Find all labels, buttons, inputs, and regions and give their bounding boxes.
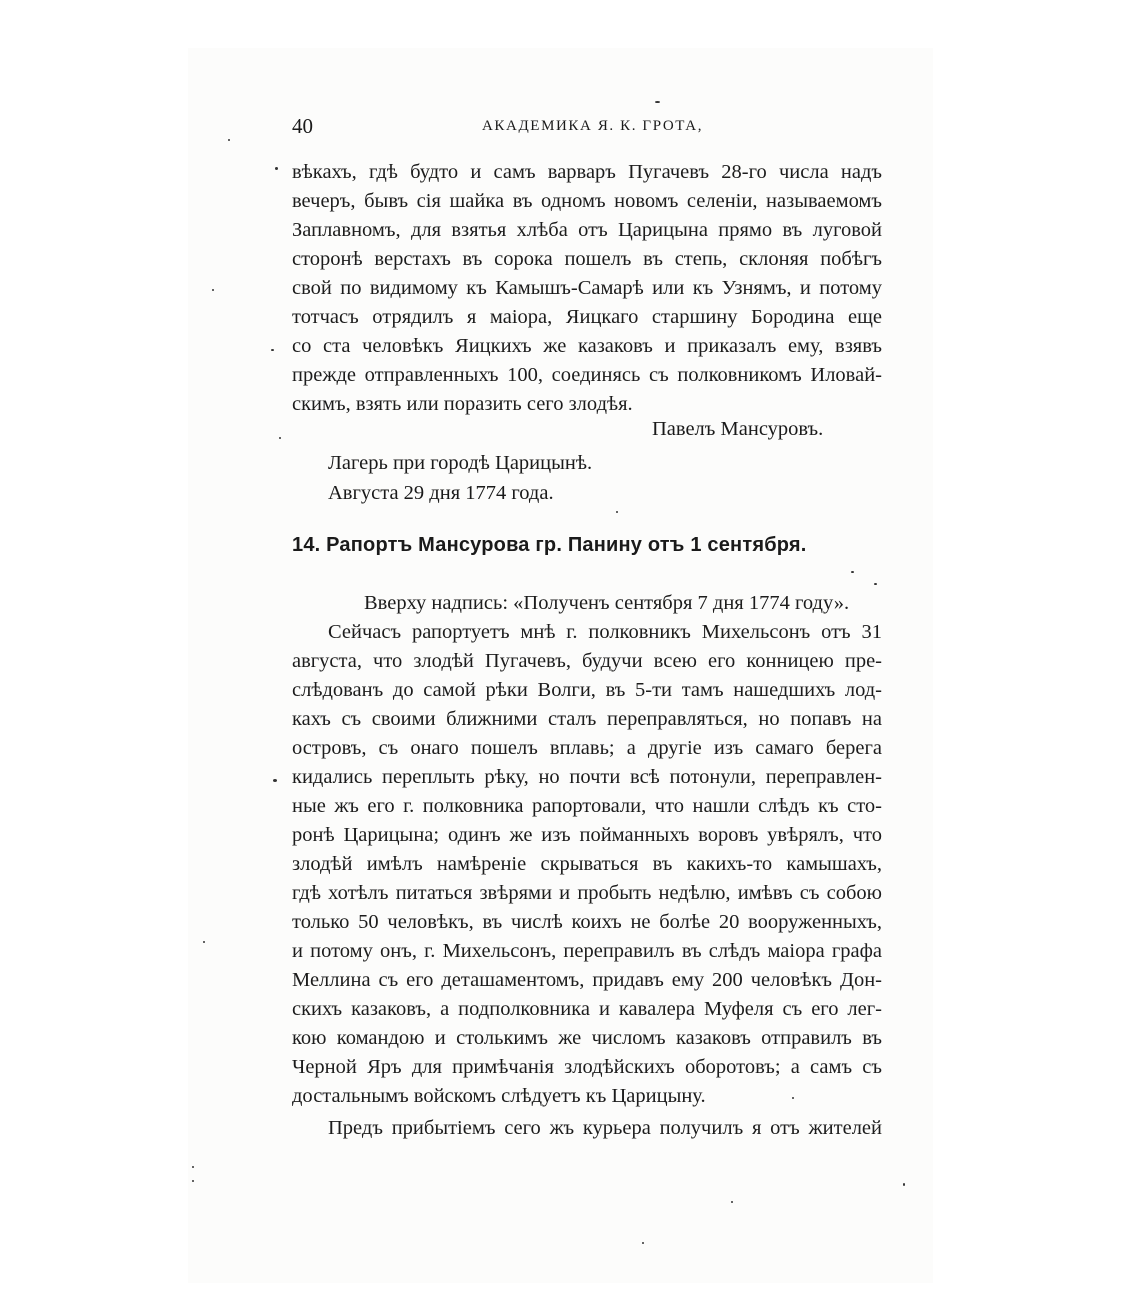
scan-speck (874, 583, 877, 585)
text-line: со ста человѣкъ Яицкихъ же казаковъ и приказалъ ему, взявъ (292, 335, 882, 357)
scan-speck (903, 1183, 905, 1186)
scan-speck (851, 571, 854, 573)
place-line: Лагерь при городѣ Царицынѣ. (328, 452, 593, 474)
text-line: вѣкахъ, гдѣ будто и самъ варваръ Пугачевъ 28-го числа надъ (292, 161, 882, 183)
text-line: тотчасъ отрядилъ я маіора, Яицкаго старшину Бородина еще (292, 306, 882, 328)
scan-speck (655, 101, 660, 103)
text-line: островъ, съ онаго пошелъ вплавь; а другіе изъ самаго берега (292, 737, 882, 759)
scan-speck (616, 511, 618, 513)
letter-body (292, 158, 882, 419)
text-line: прежде отправленныхъ 100, соединясь съ полковникомъ Иловай- (292, 364, 882, 386)
scan-speck (212, 289, 214, 291)
text-line: достальнымъ войскомъ слѣдуетъ къ Царицыну. (292, 1085, 706, 1107)
text-line: Сейчасъ рапортуетъ мнѣ г. полковникъ Михельсонъ отъ 31 (328, 621, 882, 643)
text-line: Заплавномъ, для взятья хлѣба отъ Царицына прямо въ луговой (292, 219, 882, 241)
text-line: ные жъ его г. полковника рапортовали, что нашли слѣдъ къ сто- (292, 795, 882, 817)
text-line: кидались переплыть рѣку, но почти всѣ потонули, переправлен- (292, 766, 882, 788)
scan-speck (273, 779, 277, 782)
text-line: Меллина съ его деташаментомъ, придавъ ему 200 человѣкъ Дон- (292, 969, 882, 991)
scan-speck (192, 1180, 194, 1182)
text-line: гдѣ хотѣлъ питаться звѣрями и пробыть недѣлю, имѣвъ съ собою (292, 882, 882, 904)
text-line: Предъ прибытіемъ сего жъ курьера получилъ я отъ жителей (328, 1117, 882, 1139)
page-number: 40 (292, 114, 313, 138)
text-line: Черной Яръ для примѣчанія злодѣйскихъ оборотовъ; а самъ съ (292, 1056, 882, 1078)
text-line: ронѣ Царицына; одинъ же изъ пойманныхъ воровъ увѣрялъ, что (292, 824, 882, 846)
text-line: свой по видимому къ Камышъ-Самарѣ или къ Узнямъ, и потому (292, 277, 882, 299)
text-line: кахъ съ своими ближними сталъ переправляться, но попавъ на (292, 708, 882, 730)
signature: Павелъ Мансуровъ. (652, 418, 824, 440)
text-line: скимъ, взять или поразить сего злодѣя. (292, 393, 633, 415)
section-heading: 14. Рапортъ Мансурова гр. Панину отъ 1 сентября. (292, 534, 807, 556)
text-line: скихъ казаковъ, а подполковника и кавалера Муфеля съ его лег- (292, 998, 882, 1020)
text-line: кою командою и столькимъ же числомъ казаковъ отправилъ въ (292, 1027, 882, 1049)
scan-speck (731, 1201, 733, 1203)
running-head (292, 114, 882, 144)
text-line: только 50 человѣкъ, въ числѣ коихъ не болѣе 20 вооруженныхъ, (292, 911, 882, 933)
date-line: Августа 29 дня 1774 года. (328, 482, 554, 504)
report-body (292, 589, 882, 1143)
text-line: вечеръ, бывъ сія шайка въ одномъ новомъ селеніи, называемомъ (292, 190, 882, 212)
scan-speck (271, 349, 274, 351)
text-line: августа, что злодѣй Пугачевъ, будучи всею его конницею пре- (292, 650, 882, 672)
scan-speck (642, 1242, 644, 1244)
running-title: АКАДЕМИКА Я. К. ГРОТА, (482, 118, 704, 134)
scan-speck (792, 1097, 794, 1099)
text-line: злодѣй имѣлъ намѣреніе скрываться въ какихъ-то камышахъ, (292, 853, 882, 875)
scan-speck (203, 941, 205, 943)
place-date (328, 448, 592, 508)
note-line: Вверху надпись: «Полученъ сентября 7 дня 1774 году». (364, 592, 850, 614)
scan-speck (228, 139, 230, 141)
text-line: слѣдованъ до самой рѣки Волги, въ 5-ти тамъ нашедшихъ лод- (292, 679, 882, 701)
scan-speck (192, 1166, 194, 1168)
scan-speck (279, 437, 281, 439)
text-line: и потому онъ, г. Михельсонъ, переправилъ въ слѣдъ маіора графа (292, 940, 882, 962)
text-line: сторонѣ верстахъ въ сорока пошелъ въ степь, склоняя побѣгъ (292, 248, 882, 270)
scan-speck (275, 167, 278, 170)
